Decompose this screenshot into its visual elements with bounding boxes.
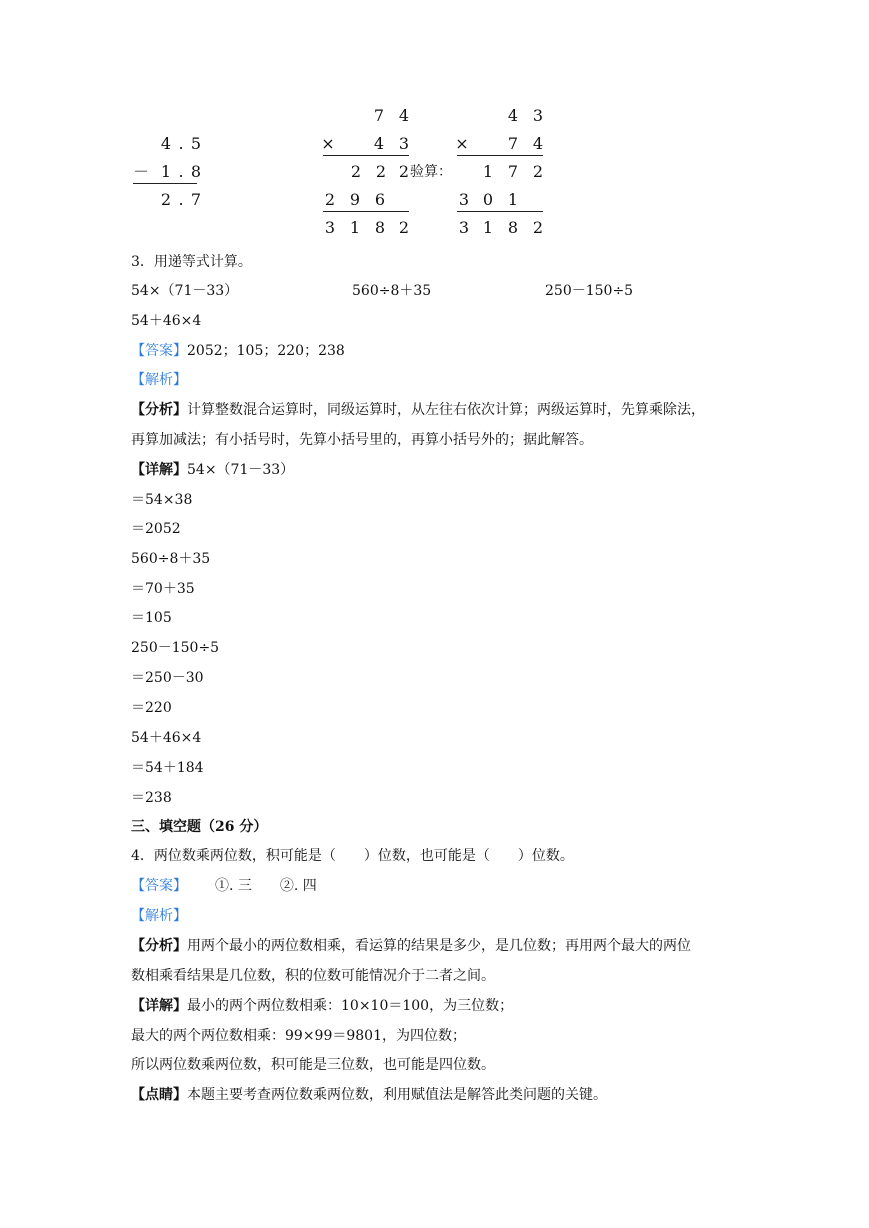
analysis-line: 数相乘看结果是几位数，积的位数可能情况介于二者之间。	[131, 968, 495, 984]
analysis-line	[131, 936, 691, 956]
divider-rule	[457, 155, 543, 156]
answer-line	[131, 876, 317, 896]
analysis-tag: 【解析】	[131, 908, 187, 924]
digit: 4	[373, 134, 385, 153]
digit: 8	[507, 218, 519, 237]
digit: 2	[375, 162, 387, 181]
detail-line: 最大的两个两位数相乘：99×99＝9801，为四位数；	[131, 1028, 466, 1044]
digit: 4	[160, 134, 172, 153]
answer-2: ②. 四	[279, 878, 317, 894]
dianjing-line	[131, 1085, 607, 1105]
digit: 3	[458, 190, 470, 209]
digit: 8	[190, 162, 202, 181]
answer-tag: 【答案】	[131, 343, 187, 359]
expression-3: 250－150÷5	[545, 283, 634, 299]
step-line: ＝220	[131, 700, 172, 716]
answer-line	[131, 341, 345, 361]
digit: 3	[458, 218, 470, 237]
detail-line: 所以两位数乘两位数，积可能是三位数，也可能是四位数。	[131, 1057, 495, 1073]
digit: 7	[507, 162, 519, 181]
detail-text: 54×（71－33）	[187, 462, 295, 478]
divider-rule	[323, 155, 409, 156]
fenxi-tag: 【分析】	[131, 938, 187, 954]
expression-4: 54＋46×4	[131, 313, 202, 329]
dianjing-tag: 【点睛】	[131, 1087, 187, 1103]
question-3-title: 3．用递等式计算。	[131, 254, 252, 270]
analysis-line	[131, 400, 705, 420]
step-line: ＝105	[131, 610, 172, 626]
step-line: 560÷8＋35	[131, 551, 211, 567]
divider-rule	[133, 183, 197, 184]
analysis-line: 再算加减法；有小括号时，先算小括号里的，再算小括号外的；据此解答。	[131, 432, 593, 448]
digit: .	[178, 134, 184, 153]
step-line: ＝54＋184	[131, 760, 204, 776]
digit: 5	[190, 134, 202, 153]
digit: 1	[349, 218, 361, 237]
digit: 1	[507, 190, 519, 209]
digit: 7	[507, 134, 519, 153]
digit: 3	[398, 134, 410, 153]
analysis-tag: 【解析】	[131, 372, 187, 388]
section-heading: 三、填空题（26 分）	[131, 819, 268, 835]
digit: 4	[398, 106, 410, 125]
digit: 7	[190, 190, 202, 209]
digit: 2	[398, 162, 410, 181]
detail-tag: 【详解】	[131, 462, 187, 478]
answer-1: ①. 三	[215, 878, 252, 894]
digit: 2	[532, 162, 544, 181]
digit: 0	[482, 190, 494, 209]
digit: 2	[324, 190, 336, 209]
digit: 6	[374, 190, 386, 209]
fenxi-text: 用两个最小的两位数相乘，看运算的结果是多少，是几位数；再用两个最大的两位	[187, 938, 691, 954]
step-line: 54＋46×4	[131, 730, 202, 746]
step-line: ＝250－30	[131, 670, 204, 686]
step-line: ＝70＋35	[131, 581, 195, 597]
detail-text: 最小的两个两位数相乘：10×10＝100，为三位数；	[187, 998, 514, 1014]
divider-rule	[457, 211, 543, 212]
digit: 1	[482, 162, 494, 181]
divider-rule	[323, 211, 409, 212]
digit: 2	[398, 218, 410, 237]
detail-line	[131, 996, 513, 1016]
digit: 2	[160, 190, 172, 209]
verify-label: 验算：	[410, 164, 452, 180]
step-line: ＝54×38	[131, 492, 193, 508]
digit: 3	[324, 218, 336, 237]
digit: 4	[507, 106, 519, 125]
digit: 1	[160, 162, 172, 181]
minus-sign: －	[132, 162, 149, 181]
times-sign: ×	[455, 134, 469, 153]
digit: .	[178, 190, 184, 209]
dianjing-text: 本题主要考查两位数乘两位数，利用赋值法是解答此类问题的关键。	[187, 1087, 607, 1103]
step-line: ＝238	[131, 790, 172, 806]
times-sign: ×	[321, 134, 335, 153]
digit: 2	[350, 162, 362, 181]
detail-tag: 【详解】	[131, 998, 187, 1014]
fenxi-tag: 【分析】	[131, 402, 187, 418]
detail-line	[131, 460, 294, 480]
answer-tag: 【答案】	[131, 878, 187, 894]
step-line: 250－150÷5	[131, 640, 220, 656]
digit: 2	[532, 218, 544, 237]
digit: 1	[482, 218, 494, 237]
digit: 8	[374, 218, 386, 237]
digit: 9	[349, 190, 361, 209]
digit: 7	[373, 106, 385, 125]
expression-1: 54×（71－33）	[131, 283, 239, 299]
answer-text: 2052；105；220；238	[187, 343, 345, 359]
fenxi-text: 计算整数混合运算时，同级运算时，从左往右依次计算；两级运算时，先算乘除法，	[187, 402, 705, 418]
digit: 3	[532, 106, 544, 125]
digit: 4	[532, 134, 544, 153]
question-4-text: 4．两位数乘两位数，积可能是（ ）位数，也可能是（ ）位数。	[131, 848, 574, 864]
digit: .	[178, 162, 184, 181]
step-line: ＝2052	[131, 521, 181, 537]
expression-2: 560÷8＋35	[352, 283, 432, 299]
